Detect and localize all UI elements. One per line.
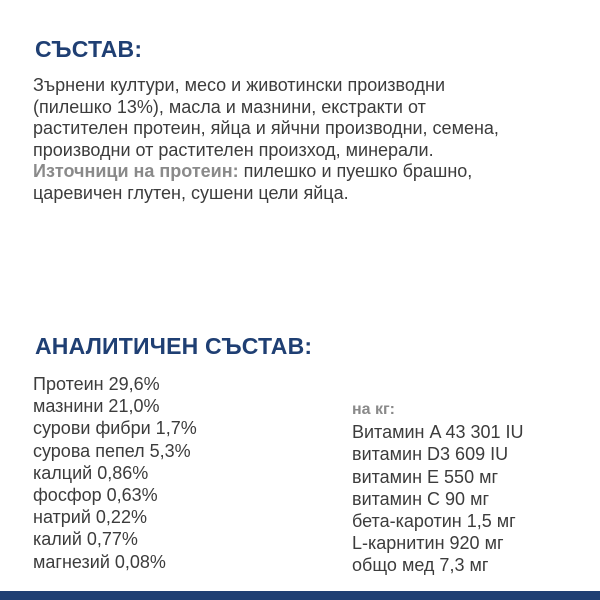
composition-text bbox=[33, 75, 583, 205]
analysis-item: Протеин 29,6% bbox=[33, 374, 160, 394]
vitamin-item: Витамин A 43 301 IU bbox=[352, 422, 524, 443]
composition-line: Зърнени култури, месо и животински производни bbox=[33, 75, 446, 95]
analytical-heading: АНАЛИТИЧЕН СЪСТАВ: bbox=[35, 333, 313, 359]
analysis-item: магнезий 0,08% bbox=[33, 551, 166, 572]
protein-sources-label: Източници на протеин: bbox=[33, 161, 239, 182]
vitamin-item: витамин E 550 мг bbox=[352, 466, 499, 487]
vitamin-item: бета-каротин 1,5 мг bbox=[352, 511, 516, 532]
protein-sources-line-2: царевичен глутен, сушени цели яйца. bbox=[33, 182, 349, 203]
protein-sources-text: пилешко и пуешко брашно, bbox=[238, 161, 473, 182]
protein-sources-line bbox=[33, 161, 583, 183]
vitamin-item: витамин C 90 мг bbox=[352, 488, 490, 509]
analysis-list bbox=[33, 373, 197, 573]
vitamin-item: общо мед 7,3 мг bbox=[352, 555, 489, 576]
analysis-item: сурови фибри 1,7% bbox=[33, 418, 197, 439]
analysis-item: сурова пепел 5,3% bbox=[33, 440, 191, 461]
composition-line: производни от растителен произход, минерали. bbox=[33, 139, 434, 160]
analysis-item: фосфор 0,63% bbox=[33, 485, 158, 506]
vitamin-item: L-карнитин 920 мг bbox=[352, 533, 504, 554]
analysis-item: мазнини 21,0% bbox=[33, 396, 160, 417]
analysis-item: калий 0,77% bbox=[33, 529, 138, 550]
per-kg-label: на кг: bbox=[352, 401, 396, 418]
composition-heading: СЪСТАВ: bbox=[35, 36, 143, 62]
vitamin-item: витамин D3 609 IU bbox=[352, 444, 509, 465]
analysis-item: калций 0,86% bbox=[33, 462, 149, 483]
footer-bar bbox=[0, 591, 600, 600]
vitamin-list bbox=[352, 399, 524, 577]
analysis-item: натрий 0,22% bbox=[33, 507, 147, 528]
composition-line: (пилешко 13%), масла и мазнини, екстракти от bbox=[33, 96, 426, 117]
composition-line: растителен протеин, яйца и яйчни производни, семена, bbox=[33, 118, 499, 139]
